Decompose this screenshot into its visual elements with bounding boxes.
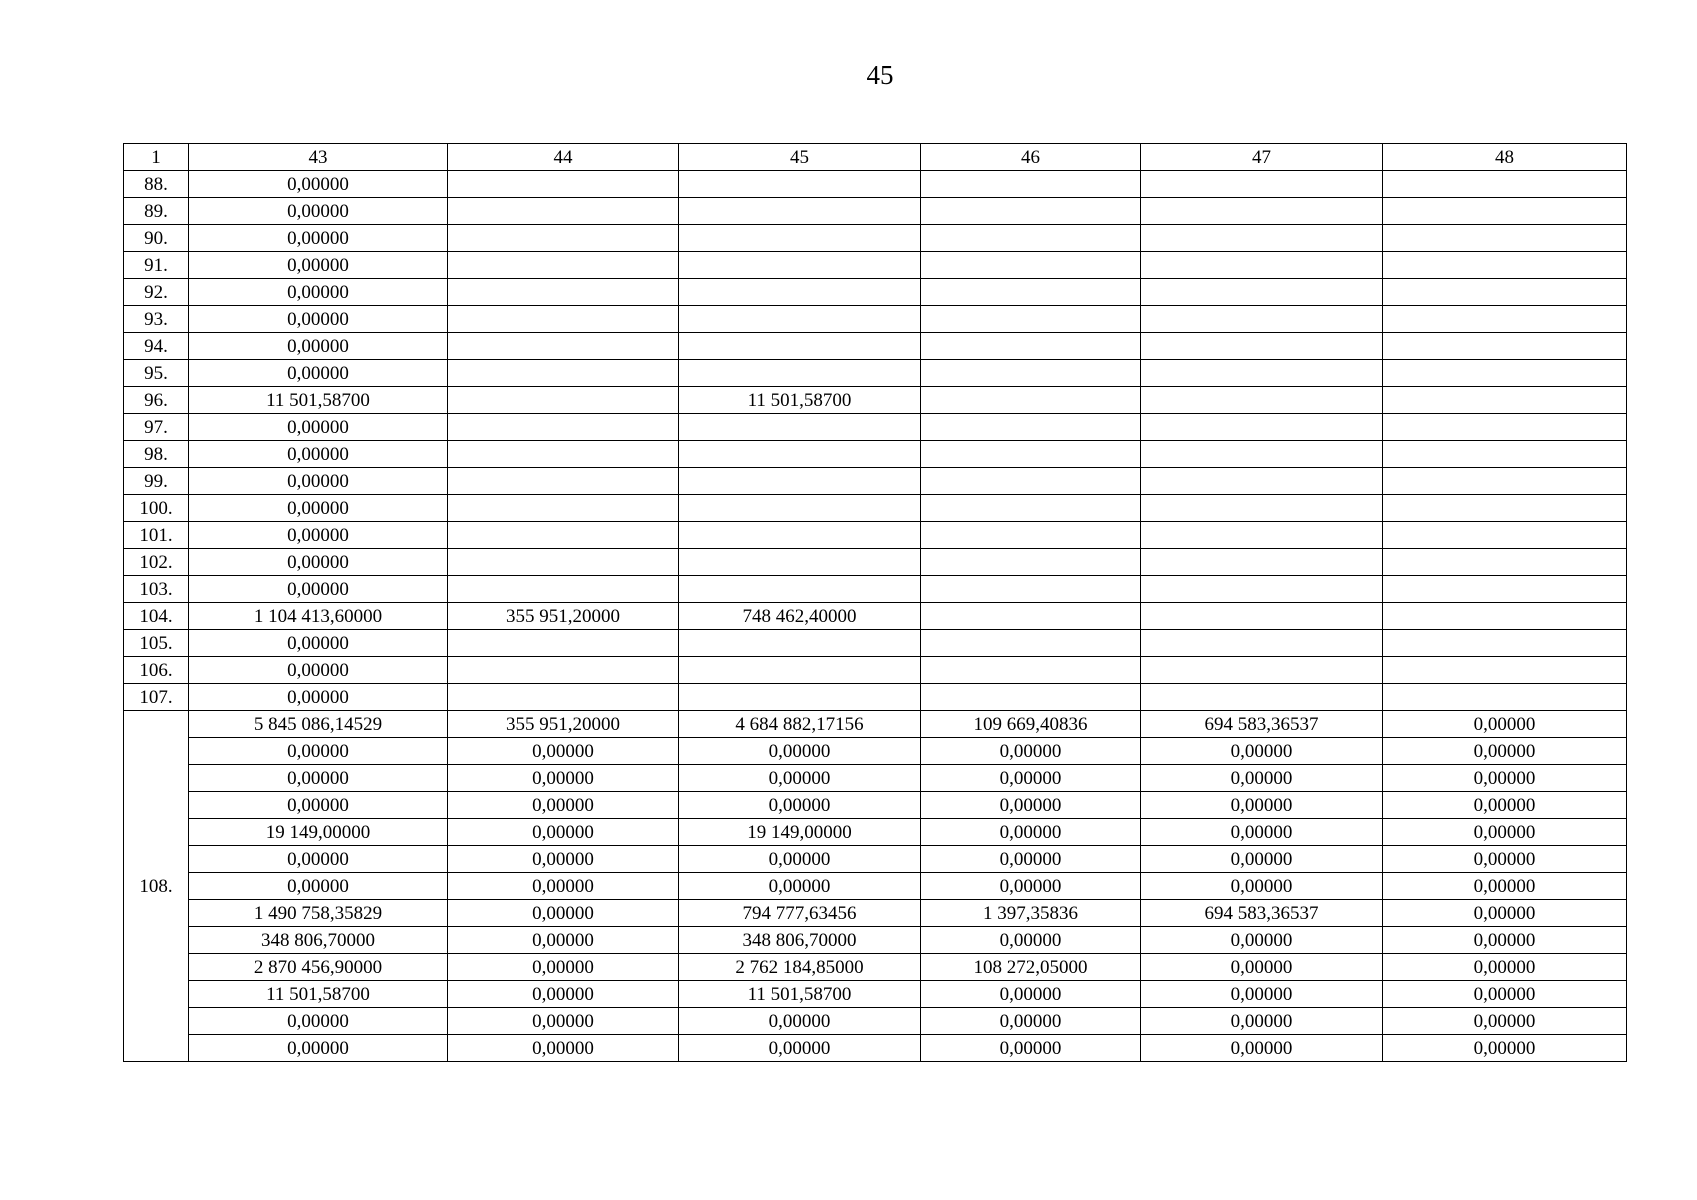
value-cell: [921, 198, 1141, 225]
value-cell: [1141, 549, 1383, 576]
value-cell: [1141, 252, 1383, 279]
value-cell: [1383, 630, 1627, 657]
value-cell: 0,00000: [1383, 819, 1627, 846]
value-cell: [1141, 441, 1383, 468]
value-cell: [448, 522, 679, 549]
value-cell: 0,00000: [921, 765, 1141, 792]
table-row: [124, 441, 1627, 468]
value-cell: 19 149,00000: [679, 819, 921, 846]
value-cell: [921, 468, 1141, 495]
value-cell: [1141, 657, 1383, 684]
value-cell: [679, 468, 921, 495]
value-cell: 0,00000: [189, 576, 448, 603]
value-cell: 0,00000: [448, 846, 679, 873]
value-cell: [1383, 495, 1627, 522]
group-row: [124, 711, 1627, 738]
value-cell: [921, 684, 1141, 711]
table-row: [124, 360, 1627, 387]
table-row: [124, 468, 1627, 495]
value-cell: [1141, 387, 1383, 414]
row-number-cell: 107.: [124, 684, 189, 711]
value-cell: [679, 360, 921, 387]
value-cell: [679, 333, 921, 360]
value-cell: [1383, 441, 1627, 468]
value-cell: [679, 657, 921, 684]
value-cell: [448, 657, 679, 684]
row-number-cell: 92.: [124, 279, 189, 306]
group-row: [124, 873, 1627, 900]
value-cell: 11 501,58700: [679, 387, 921, 414]
value-cell: [1141, 198, 1383, 225]
table-row: [124, 630, 1627, 657]
value-cell: 11 501,58700: [679, 981, 921, 1008]
value-cell: 0,00000: [189, 792, 448, 819]
value-cell: 0,00000: [189, 225, 448, 252]
value-cell: 0,00000: [189, 252, 448, 279]
value-cell: [921, 360, 1141, 387]
value-cell: 0,00000: [921, 738, 1141, 765]
value-cell: 0,00000: [1383, 738, 1627, 765]
table-row: [124, 198, 1627, 225]
value-cell: 19 149,00000: [189, 819, 448, 846]
value-cell: [1141, 576, 1383, 603]
value-cell: 0,00000: [1141, 846, 1383, 873]
value-cell: [1383, 306, 1627, 333]
row-number-cell: 93.: [124, 306, 189, 333]
table-row: [124, 657, 1627, 684]
value-cell: [921, 522, 1141, 549]
value-cell: 694 583,36537: [1141, 711, 1383, 738]
row-number-cell: 98.: [124, 441, 189, 468]
value-cell: [921, 252, 1141, 279]
value-cell: [1383, 279, 1627, 306]
value-cell: [1383, 684, 1627, 711]
value-cell: [1383, 468, 1627, 495]
row-number-cell: 91.: [124, 252, 189, 279]
header-cell: 44: [448, 144, 679, 171]
value-cell: 794 777,63456: [679, 900, 921, 927]
value-cell: 0,00000: [1141, 765, 1383, 792]
value-cell: [679, 522, 921, 549]
value-cell: 0,00000: [448, 927, 679, 954]
group-row: [124, 819, 1627, 846]
value-cell: 0,00000: [448, 819, 679, 846]
value-cell: 0,00000: [189, 171, 448, 198]
value-cell: [679, 684, 921, 711]
value-cell: 11 501,58700: [189, 387, 448, 414]
value-cell: [1383, 333, 1627, 360]
value-cell: 0,00000: [448, 738, 679, 765]
header-cell: 1: [124, 144, 189, 171]
group-row: [124, 900, 1627, 927]
value-cell: 0,00000: [1141, 1035, 1383, 1062]
table-row: [124, 549, 1627, 576]
row-number-cell: 97.: [124, 414, 189, 441]
value-cell: [448, 684, 679, 711]
value-cell: 348 806,70000: [679, 927, 921, 954]
value-cell: 0,00000: [189, 738, 448, 765]
value-cell: 0,00000: [1383, 846, 1627, 873]
row-number-cell: 89.: [124, 198, 189, 225]
row-number-cell: 102.: [124, 549, 189, 576]
group-label-cell: 108.: [124, 711, 189, 1062]
value-cell: 0,00000: [1383, 873, 1627, 900]
value-cell: [679, 306, 921, 333]
table-row: [124, 387, 1627, 414]
value-cell: [1383, 657, 1627, 684]
header-cell: 47: [1141, 144, 1383, 171]
value-cell: 109 669,40836: [921, 711, 1141, 738]
value-cell: [448, 630, 679, 657]
table-row: [124, 306, 1627, 333]
row-number-cell: 94.: [124, 333, 189, 360]
value-cell: 0,00000: [921, 1035, 1141, 1062]
value-cell: [921, 414, 1141, 441]
value-cell: [679, 252, 921, 279]
value-cell: [1383, 576, 1627, 603]
value-cell: 0,00000: [679, 846, 921, 873]
table-row: [124, 333, 1627, 360]
value-cell: [921, 279, 1141, 306]
value-cell: 0,00000: [448, 900, 679, 927]
value-cell: 348 806,70000: [189, 927, 448, 954]
table-row: [124, 279, 1627, 306]
value-cell: 0,00000: [448, 1035, 679, 1062]
value-cell: [1141, 495, 1383, 522]
value-cell: [921, 657, 1141, 684]
value-cell: [1383, 252, 1627, 279]
value-cell: 0,00000: [189, 1035, 448, 1062]
value-cell: 0,00000: [448, 981, 679, 1008]
value-cell: [1141, 333, 1383, 360]
value-cell: [1383, 522, 1627, 549]
value-cell: 0,00000: [448, 792, 679, 819]
value-cell: 0,00000: [189, 414, 448, 441]
value-cell: 0,00000: [1383, 981, 1627, 1008]
value-cell: [921, 171, 1141, 198]
value-cell: 0,00000: [189, 630, 448, 657]
value-cell: 0,00000: [1383, 900, 1627, 927]
table-row: [124, 603, 1627, 630]
value-cell: 0,00000: [921, 873, 1141, 900]
row-number-cell: 100.: [124, 495, 189, 522]
value-cell: [448, 387, 679, 414]
group-row: [124, 1035, 1627, 1062]
value-cell: [679, 279, 921, 306]
value-cell: 0,00000: [1141, 954, 1383, 981]
value-cell: 4 684 882,17156: [679, 711, 921, 738]
value-cell: 2 870 456,90000: [189, 954, 448, 981]
group-row: [124, 981, 1627, 1008]
value-cell: 0,00000: [189, 684, 448, 711]
value-cell: [679, 225, 921, 252]
value-cell: [921, 630, 1141, 657]
value-cell: [448, 279, 679, 306]
table-body: [124, 144, 1627, 1062]
row-number-cell: 103.: [124, 576, 189, 603]
value-cell: 0,00000: [189, 360, 448, 387]
value-cell: [1383, 603, 1627, 630]
value-cell: [679, 495, 921, 522]
value-cell: 0,00000: [679, 873, 921, 900]
value-cell: 355 951,20000: [448, 711, 679, 738]
value-cell: 5 845 086,14529: [189, 711, 448, 738]
value-cell: [1141, 414, 1383, 441]
table-row: [124, 414, 1627, 441]
value-cell: 0,00000: [1141, 792, 1383, 819]
table-row: [124, 225, 1627, 252]
value-cell: 0,00000: [1383, 711, 1627, 738]
value-cell: 0,00000: [921, 927, 1141, 954]
value-cell: 0,00000: [448, 765, 679, 792]
value-cell: 0,00000: [1383, 1035, 1627, 1062]
table-row: [124, 252, 1627, 279]
value-cell: [679, 441, 921, 468]
value-cell: 1 397,35836: [921, 900, 1141, 927]
value-cell: 0,00000: [189, 657, 448, 684]
value-cell: [921, 603, 1141, 630]
value-cell: [1141, 171, 1383, 198]
value-cell: 0,00000: [189, 441, 448, 468]
value-cell: [448, 225, 679, 252]
group-row: [124, 1008, 1627, 1035]
value-cell: [921, 576, 1141, 603]
value-cell: [1383, 549, 1627, 576]
value-cell: [921, 225, 1141, 252]
value-cell: [448, 198, 679, 225]
value-cell: 0,00000: [189, 333, 448, 360]
table-row: [124, 576, 1627, 603]
value-cell: [1141, 306, 1383, 333]
value-cell: 0,00000: [1141, 927, 1383, 954]
value-cell: [448, 576, 679, 603]
value-cell: 0,00000: [921, 792, 1141, 819]
value-cell: [1383, 171, 1627, 198]
value-cell: [1383, 360, 1627, 387]
value-cell: [1141, 684, 1383, 711]
header-cell: 46: [921, 144, 1141, 171]
value-cell: [679, 630, 921, 657]
table-row: [124, 171, 1627, 198]
group-row: [124, 927, 1627, 954]
value-cell: [679, 171, 921, 198]
group-row: [124, 792, 1627, 819]
value-cell: 0,00000: [189, 522, 448, 549]
value-cell: 0,00000: [1141, 873, 1383, 900]
row-number-cell: 96.: [124, 387, 189, 414]
value-cell: 0,00000: [921, 1008, 1141, 1035]
value-cell: 11 501,58700: [189, 981, 448, 1008]
value-cell: [448, 414, 679, 441]
value-cell: 0,00000: [1141, 1008, 1383, 1035]
value-cell: 0,00000: [1141, 819, 1383, 846]
value-cell: [921, 306, 1141, 333]
header-cell: 43: [189, 144, 448, 171]
value-cell: [448, 441, 679, 468]
value-cell: 0,00000: [189, 279, 448, 306]
value-cell: [448, 549, 679, 576]
data-table: [123, 143, 1627, 1062]
group-row: [124, 738, 1627, 765]
row-number-cell: 101.: [124, 522, 189, 549]
row-number-cell: 104.: [124, 603, 189, 630]
value-cell: 0,00000: [679, 1035, 921, 1062]
table-row: [124, 684, 1627, 711]
table-row: [124, 495, 1627, 522]
value-cell: [1141, 225, 1383, 252]
value-cell: 2 762 184,85000: [679, 954, 921, 981]
value-cell: 0,00000: [448, 1008, 679, 1035]
value-cell: 0,00000: [1383, 765, 1627, 792]
value-cell: 694 583,36537: [1141, 900, 1383, 927]
value-cell: 0,00000: [921, 819, 1141, 846]
value-cell: 108 272,05000: [921, 954, 1141, 981]
group-row: [124, 765, 1627, 792]
row-number-cell: 90.: [124, 225, 189, 252]
value-cell: 0,00000: [1383, 1008, 1627, 1035]
value-cell: 748 462,40000: [679, 603, 921, 630]
value-cell: 0,00000: [679, 738, 921, 765]
value-cell: 0,00000: [1141, 738, 1383, 765]
value-cell: [448, 495, 679, 522]
value-cell: [921, 387, 1141, 414]
row-number-cell: 105.: [124, 630, 189, 657]
value-cell: 0,00000: [189, 873, 448, 900]
row-number-cell: 88.: [124, 171, 189, 198]
value-cell: 0,00000: [189, 468, 448, 495]
value-cell: [921, 549, 1141, 576]
value-cell: 0,00000: [448, 873, 679, 900]
value-cell: [1141, 522, 1383, 549]
value-cell: 1 490 758,35829: [189, 900, 448, 927]
value-cell: [448, 468, 679, 495]
row-number-cell: 99.: [124, 468, 189, 495]
value-cell: 0,00000: [1383, 954, 1627, 981]
value-cell: [921, 333, 1141, 360]
header-cell: 48: [1383, 144, 1627, 171]
value-cell: 0,00000: [921, 981, 1141, 1008]
value-cell: 355 951,20000: [448, 603, 679, 630]
value-cell: [679, 576, 921, 603]
header-row: [124, 144, 1627, 171]
value-cell: [448, 306, 679, 333]
page-number: 45: [866, 60, 894, 90]
value-cell: [1141, 630, 1383, 657]
value-cell: 0,00000: [921, 846, 1141, 873]
value-cell: [1383, 198, 1627, 225]
value-cell: [448, 333, 679, 360]
value-cell: 0,00000: [679, 792, 921, 819]
row-number-cell: 95.: [124, 360, 189, 387]
value-cell: [679, 414, 921, 441]
value-cell: 0,00000: [448, 954, 679, 981]
value-cell: 0,00000: [189, 198, 448, 225]
value-cell: 0,00000: [1383, 927, 1627, 954]
value-cell: [1141, 279, 1383, 306]
value-cell: [1141, 360, 1383, 387]
value-cell: 0,00000: [1383, 792, 1627, 819]
value-cell: 0,00000: [679, 765, 921, 792]
value-cell: [1141, 603, 1383, 630]
header-cell: 45: [679, 144, 921, 171]
value-cell: [921, 441, 1141, 468]
value-cell: [679, 549, 921, 576]
value-cell: 0,00000: [189, 306, 448, 333]
value-cell: [448, 171, 679, 198]
value-cell: 0,00000: [1141, 981, 1383, 1008]
value-cell: [1383, 414, 1627, 441]
row-number-cell: 106.: [124, 657, 189, 684]
value-cell: [679, 198, 921, 225]
group-row: [124, 846, 1627, 873]
table-row: [124, 522, 1627, 549]
value-cell: 0,00000: [189, 549, 448, 576]
value-cell: [448, 360, 679, 387]
value-cell: [448, 252, 679, 279]
value-cell: 0,00000: [679, 1008, 921, 1035]
value-cell: [1141, 468, 1383, 495]
value-cell: 0,00000: [189, 846, 448, 873]
value-cell: 1 104 413,60000: [189, 603, 448, 630]
value-cell: 0,00000: [189, 1008, 448, 1035]
value-cell: 0,00000: [189, 495, 448, 522]
value-cell: [921, 495, 1141, 522]
value-cell: [1383, 225, 1627, 252]
value-cell: 0,00000: [189, 765, 448, 792]
group-row: [124, 954, 1627, 981]
value-cell: [1383, 387, 1627, 414]
